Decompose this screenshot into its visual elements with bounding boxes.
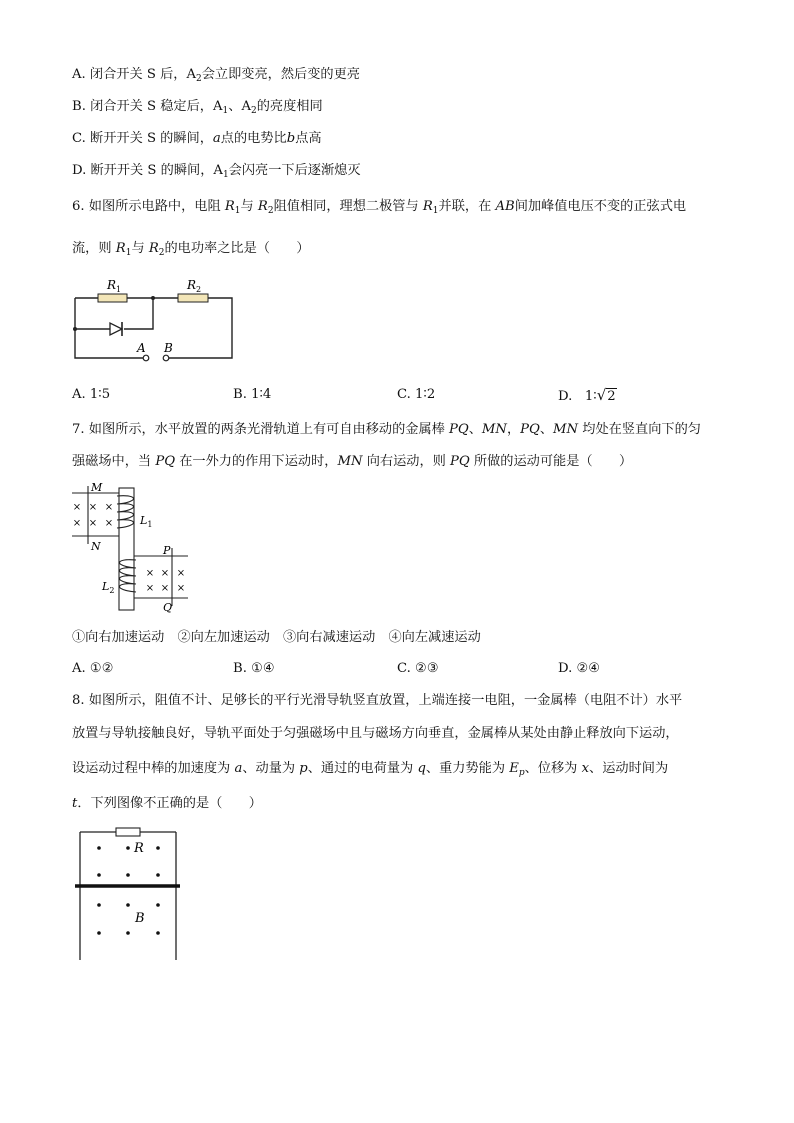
q7-rails-diagram	[68, 480, 198, 615]
text: 设运动过程中棒的加速度为	[72, 761, 235, 776]
var-b: b	[286, 131, 296, 146]
label-b: B	[164, 341, 173, 355]
var-pq: PQ	[520, 422, 540, 437]
option-value: 1∶	[584, 389, 597, 404]
var-q: q	[417, 761, 426, 776]
q5-option-a	[72, 66, 360, 84]
text: 、动量为	[242, 761, 300, 776]
terminal-a-icon	[143, 355, 149, 361]
label-n: N	[91, 540, 101, 553]
subscript: 2	[109, 586, 115, 595]
field-dot	[156, 846, 160, 850]
text: R	[107, 278, 117, 292]
q5-option-d	[72, 162, 361, 180]
var-a: a	[212, 131, 221, 146]
field-cross: ×	[72, 518, 82, 529]
q6-stem-line1	[72, 198, 686, 216]
text: 6. 如图所示电路中，电阻	[72, 199, 225, 214]
field-dot	[156, 931, 160, 935]
var-mn: MN	[481, 422, 507, 437]
field-dot	[97, 903, 101, 907]
field-cross: ×	[145, 583, 155, 594]
text: R	[187, 278, 197, 292]
text: 的电功率之比是（ ）	[164, 241, 310, 256]
q5-option-b-text-end: 的亮度相同	[256, 99, 323, 114]
q6-circuit-diagram	[60, 272, 250, 372]
q5-option-c-text-end: 点高	[295, 131, 322, 146]
q5-option-c-mid: 点的电势比	[220, 131, 287, 146]
q7-option-c: C. ②③	[397, 661, 439, 676]
text: 强磁场中，当	[72, 454, 156, 469]
subscript: 2	[250, 106, 257, 116]
var-r: R	[422, 199, 433, 214]
diode-icon	[110, 322, 122, 336]
text: 流，则	[72, 241, 116, 256]
field-cross: ×	[160, 568, 170, 579]
label-b: B	[135, 911, 145, 926]
subscript: 2	[196, 285, 202, 294]
var-r: R	[257, 199, 268, 214]
sqrt-icon: √	[596, 386, 607, 404]
q8-stem-line4	[72, 795, 262, 813]
var-a: a	[234, 761, 243, 776]
text: 、重力势能为	[425, 761, 510, 776]
label-l1	[139, 514, 152, 529]
text: 与	[131, 241, 149, 256]
q8-rail-diagram	[72, 822, 184, 967]
label-q: Q	[163, 601, 173, 614]
field-dot	[156, 873, 160, 877]
text: L	[140, 514, 148, 527]
text: 并联，在	[438, 199, 496, 214]
label-r1	[106, 278, 121, 294]
field-dot	[97, 931, 101, 935]
subscript: 1	[125, 248, 132, 258]
field-cross: ×	[176, 583, 186, 594]
field-cross: ×	[104, 502, 114, 513]
field-dot	[97, 846, 101, 850]
radicand: 2	[607, 389, 616, 404]
field-dot	[126, 846, 130, 850]
q5-option-b	[72, 98, 323, 116]
resistor-r1	[98, 294, 127, 302]
text: ，	[506, 422, 521, 437]
q8-stem-line1: 8. 如图所示，阻值不计、足够长的平行光滑导轨竖直放置，上端连接一电阻，一金属棒（电阻不计）水平	[72, 693, 683, 708]
q6-option-b: B. 1∶4	[233, 387, 272, 402]
q5-option-d-text: D. 断开开关 S 的瞬间，A	[72, 163, 223, 178]
text: 所做的运动可能是（ ）	[469, 454, 633, 469]
junction-dot	[151, 296, 155, 300]
var-r: R	[148, 241, 159, 256]
var-pq: PQ	[450, 454, 470, 469]
field-dot	[97, 873, 101, 877]
field-cross: ×	[72, 502, 82, 513]
var-t: t	[72, 796, 78, 811]
label-r2	[186, 278, 201, 294]
q5-option-b-mid: 、A	[228, 99, 251, 114]
field-dot	[126, 903, 130, 907]
subscript: 2	[195, 74, 202, 84]
q5-option-a-text: A. 闭合开关 S 后，A	[72, 67, 196, 82]
subscript: 1	[116, 285, 122, 294]
q7-option-d: D. ②④	[558, 661, 601, 676]
text: 、	[539, 422, 554, 437]
var-r: R	[115, 241, 126, 256]
q7-stem-line2	[72, 453, 632, 471]
var-r: R	[224, 199, 235, 214]
field-cross: ×	[88, 518, 98, 529]
q6-stem-line2	[72, 240, 310, 258]
var-mn: MN	[337, 454, 363, 469]
text: 、位移为	[524, 761, 582, 776]
resistor-r	[116, 828, 140, 836]
q5-option-c-text: C. 断开开关 S 的瞬间，	[72, 131, 213, 146]
field-dot	[156, 903, 160, 907]
subscript: 1	[432, 206, 439, 216]
q5-option-b-text: B. 闭合开关 S 稳定后，A	[72, 99, 223, 114]
label-p: P	[163, 544, 171, 557]
label-a: A	[137, 341, 146, 355]
subscript: p	[518, 768, 525, 778]
field-cross: ×	[176, 568, 186, 579]
var-p: p	[299, 761, 308, 776]
field-dot	[126, 873, 130, 877]
text: L	[102, 580, 110, 593]
field-cross: ×	[145, 568, 155, 579]
q8-stem-line3	[72, 760, 668, 778]
subscript: 1	[234, 206, 241, 216]
field-cross: ×	[104, 518, 114, 529]
field-cross: ×	[88, 502, 98, 513]
text: 与	[240, 199, 258, 214]
resistor-r2	[178, 294, 208, 302]
var-e: E	[509, 761, 519, 776]
subscript: 2	[267, 206, 274, 216]
text: 、通过的电荷量为	[307, 761, 418, 776]
text: 在一外力的作用下运动时，	[175, 454, 338, 469]
field-dot	[126, 931, 130, 935]
q6-option-c: C. 1∶2	[397, 387, 436, 402]
text: 间加峰值电压不变的正弦式电	[514, 199, 687, 214]
q7-stem-line1	[72, 421, 701, 439]
var-mn: MN	[553, 422, 579, 437]
subscript: 1	[147, 520, 153, 529]
var-ab: AB	[495, 199, 515, 214]
text: ．下列图像不正确的是（ ）	[77, 796, 262, 811]
q5-option-c	[72, 130, 322, 148]
q5-option-a-text-end: 会立即变亮，然后变的更亮	[201, 67, 360, 82]
q8-stem-line2: 放置与导轨接触良好，导轨平面处于匀强磁场中且与磁场方向垂直，金属棒从某处由静止释放向下运动，	[72, 726, 679, 741]
text: 均处在竖直向下的匀	[578, 422, 701, 437]
label-l2	[101, 580, 114, 595]
option-label: D.	[558, 389, 573, 404]
q6-option-d	[558, 386, 617, 406]
subscript: 1	[222, 170, 229, 180]
text: 、	[468, 422, 482, 437]
var-pq: PQ	[155, 454, 176, 469]
q7-option-b: B. ①④	[233, 661, 275, 676]
field-cross: ×	[160, 583, 170, 594]
text: 阻值相同，理想二极管与	[273, 199, 423, 214]
subscript: 1	[222, 106, 229, 116]
subscript: 2	[158, 248, 165, 258]
text: 7. 如图所示，水平放置的两条光滑轨道上有可自由移动的金属棒	[72, 422, 450, 437]
var-pq: PQ	[449, 422, 469, 437]
q6-option-a: A. 1∶5	[72, 387, 111, 402]
junction-dot	[73, 327, 77, 331]
q7-option-a: A. ①②	[72, 661, 114, 676]
label-m: M	[91, 481, 103, 494]
text: 、运动时间为	[589, 761, 669, 776]
label-r: R	[134, 841, 144, 856]
var-x: x	[581, 761, 590, 776]
q5-option-d-text-end: 会闪亮一下后逐渐熄灭	[228, 163, 361, 178]
text: 向右运动，则	[362, 454, 451, 469]
terminal-b-icon	[163, 355, 169, 361]
q7-motion-list: ①向右加速运动 ②向左加速运动 ③向右减速运动 ④向左减速运动	[72, 630, 481, 645]
